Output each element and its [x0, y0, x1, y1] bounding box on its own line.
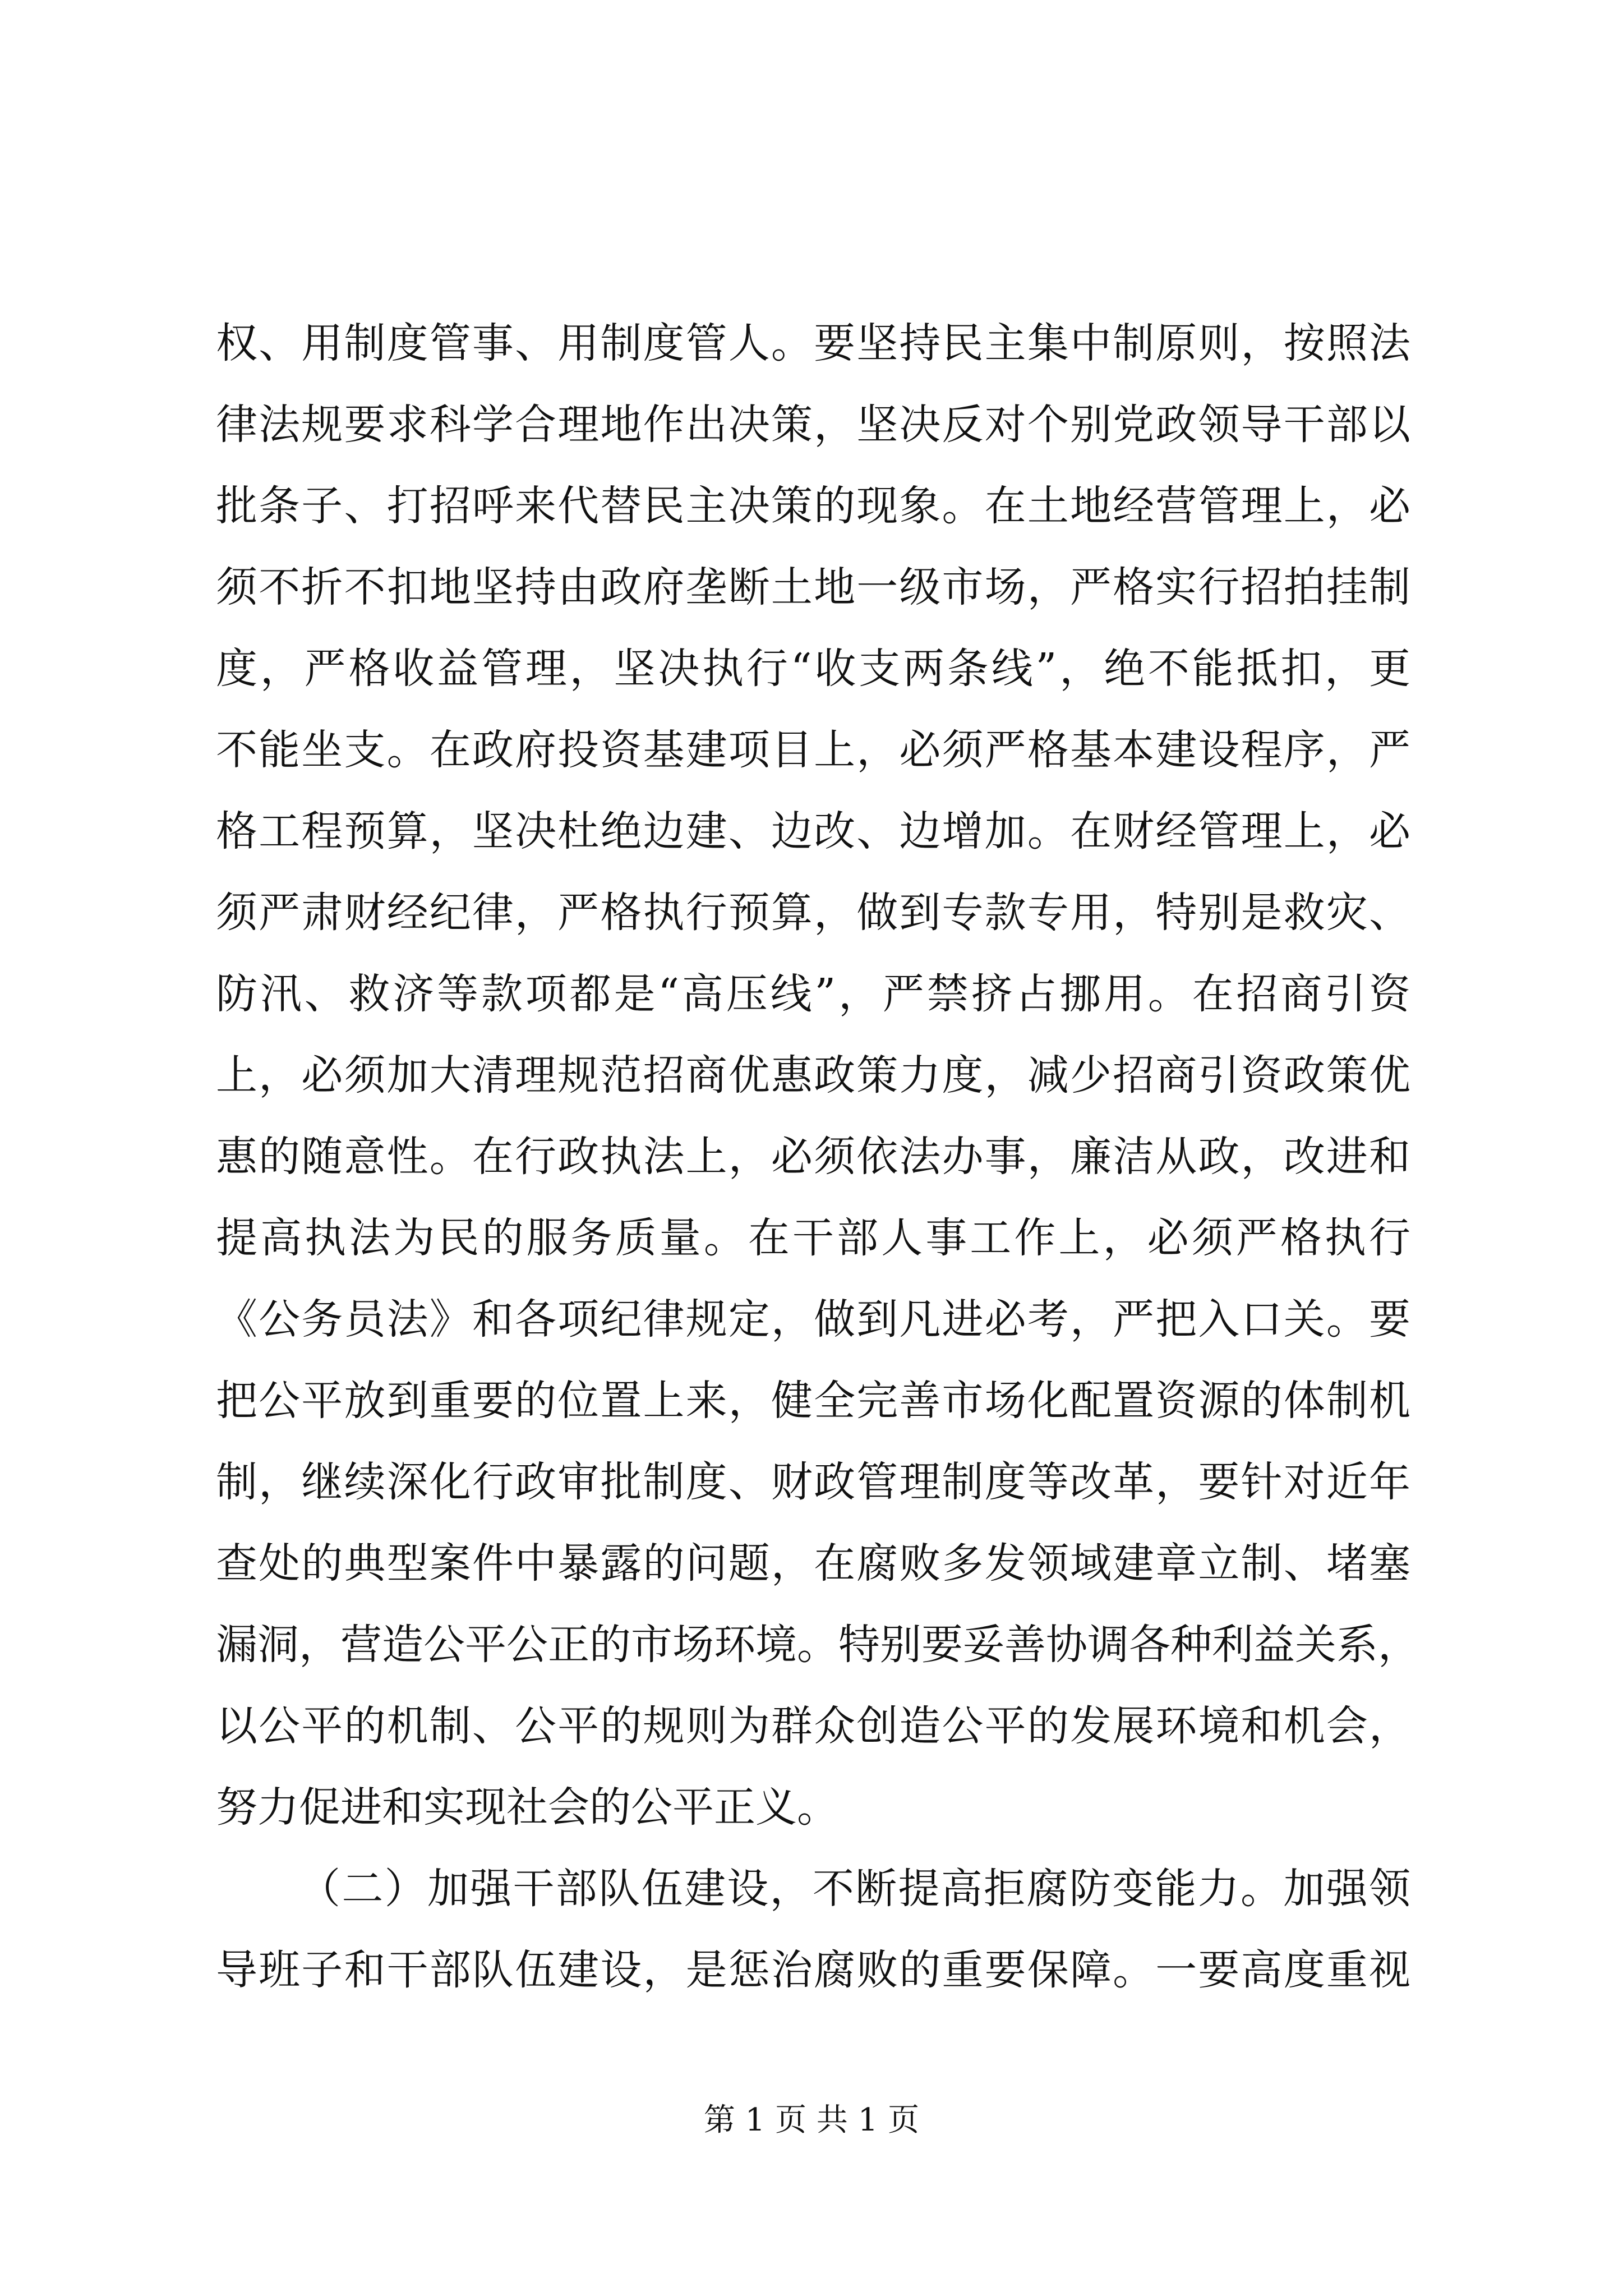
text-line: 须不折不扣地坚持由政府垄断土地一级市场，严格实行招拍挂制 — [216, 563, 1410, 611]
body-text — [216, 303, 1419, 2011]
text-line: 查处的典型案件中暴露的问题，在腐败多发领域建章立制、堵塞 — [216, 1539, 1410, 1588]
text-line: 《公务员法》和各项纪律规定，做到凡进必考，严把入口关。要 — [216, 1295, 1410, 1343]
text-line: 提高执法为民的服务质量。在干部人事工作上，必须严格执行 — [216, 1214, 1410, 1262]
text-line: 格工程预算，坚决杜绝边建、边改、边增加。在财经管理上，必 — [216, 807, 1410, 855]
text-line: 权、用制度管事、用制度管人。要坚持民主集中制原则，按照法 — [216, 319, 1410, 367]
text-line: 防汛、救济等款项都是“高压线”，严禁挤占挪用。在招商引资 — [216, 970, 1410, 1018]
section-heading-line: （二）加强干部队伍建设，不断提高拒腐防变能力。加强领 — [299, 1865, 1410, 1913]
paragraph-end-line: 努力促进和实现社会的公平正义。 — [216, 1783, 838, 1832]
text-line: 导班子和干部队伍建设，是惩治腐败的重要保障。一要高度重视 — [216, 1946, 1410, 1994]
text-line: 上，必须加大清理规范招商优惠政策力度，减少招商引资政策优 — [216, 1051, 1410, 1099]
text-line: 须严肃财经纪律，严格执行预算，做到专款专用，特别是救灾、 — [216, 889, 1410, 937]
text-line: 漏洞，营造公平公正的市场环境。特别要妥善协调各种利益关系， — [216, 1621, 1419, 1669]
text-line: 惠的随意性。在行政执法上，必须依法办事，廉洁从政，改进和 — [216, 1133, 1410, 1181]
text-line: 度，严格收益管理，坚决执行“收支两条线”，绝不能抵扣，更 — [216, 645, 1410, 693]
page-footer: 第 1 页 共 1 页 — [703, 2102, 920, 2138]
text-line: 以公平的机制、公平的规则为群众创造公平的发展环境和机会， — [216, 1702, 1410, 1750]
text-line: 制，继续深化行政审批制度、财政管理制度等改革，要针对近年 — [216, 1458, 1410, 1506]
text-line: 律法规要求科学合理地作出决策，坚决反对个别党政领导干部以 — [216, 401, 1410, 449]
text-line: 批条子、打招呼来代替民主决策的现象。在土地经营管理上，必 — [216, 482, 1410, 530]
text-line: 不能坐支。在政府投资基建项目上，必须严格基本建设程序，严 — [216, 726, 1410, 774]
text-line: 把公平放到重要的位置上来，健全完善市场化配置资源的体制机 — [216, 1377, 1410, 1425]
